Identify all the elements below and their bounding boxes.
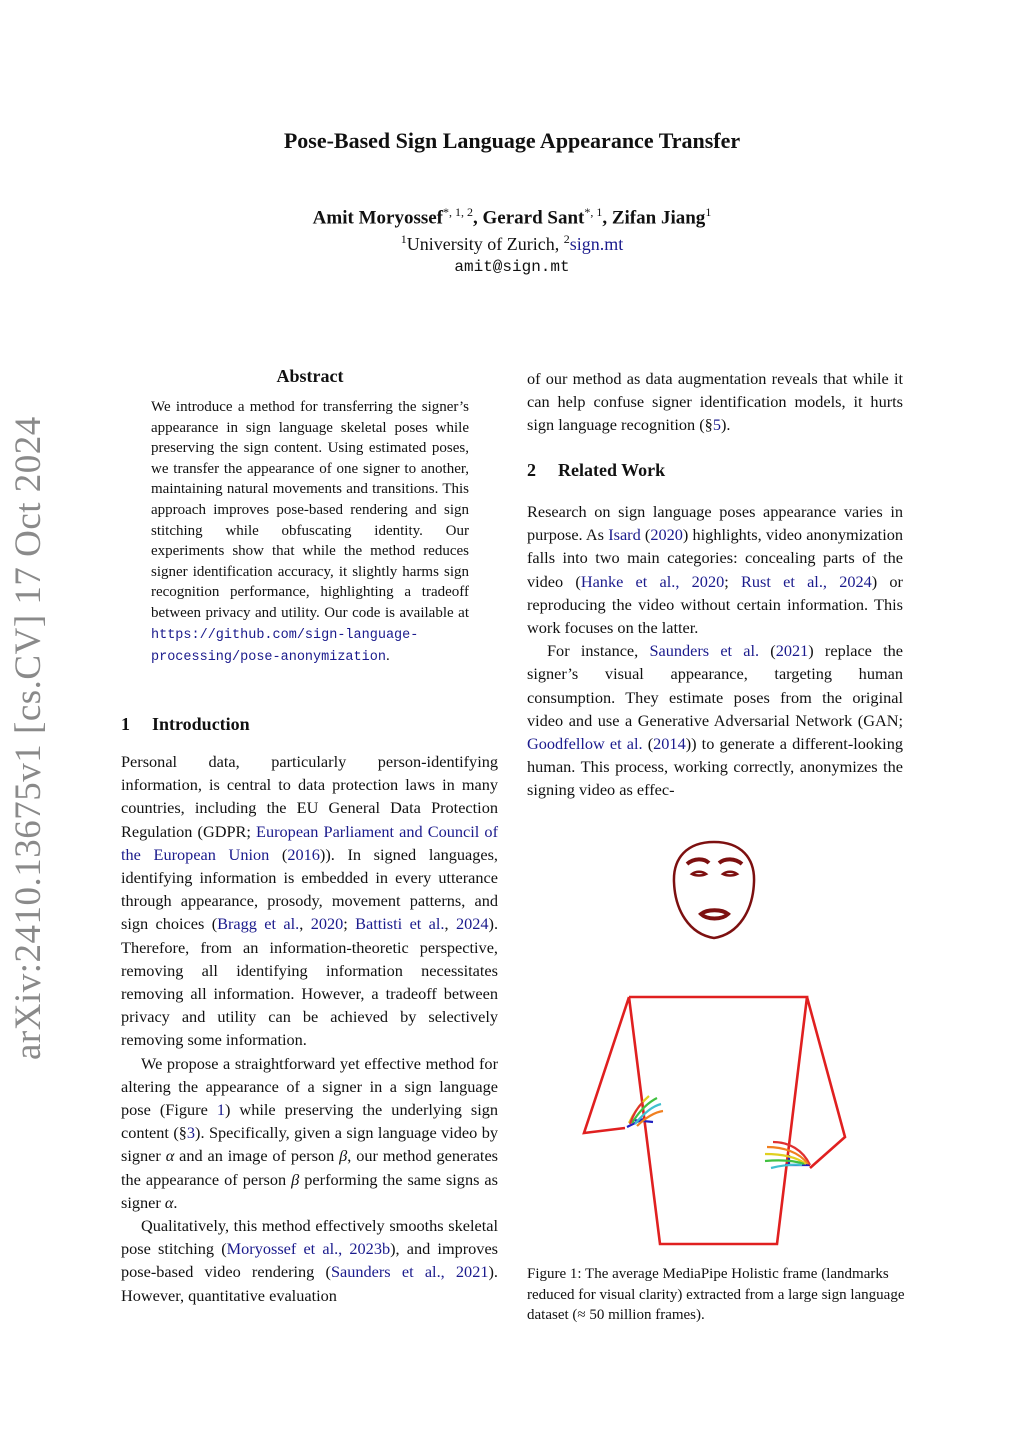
paragraph: of our method as data augmentation reveals that while it can help confuse signer identification models, it hurts sign language recognition (§5). [527,369,903,435]
abstract-heading: Abstract [276,366,344,386]
right-arm [807,997,845,1168]
citation-link[interactable]: Saunders et al., 2021 [330,1262,489,1282]
left-eyebrow [687,859,709,864]
section-heading-introduction [121,714,250,735]
left-eye [692,872,706,876]
right-eyebrow [719,859,742,864]
citation-link[interactable]: Hanke et al., 2020 [580,571,725,591]
math-beta: β [339,1146,348,1166]
citation-year-link[interactable]: 2020 [650,525,683,545]
citation-link[interactable]: Rust et al., 2024 [741,571,872,591]
affiliation-2-link[interactable]: sign.mt [569,234,624,254]
face-outline [674,842,754,938]
math-alpha: α [165,1146,175,1166]
right-eye [723,872,737,876]
paragraph: For instance, Saunders et al. (2021) replace the signer’s visual appearance, targeting human consumption. They estimate poses from the original video and use a Generative Adversarial Network (GAN; Goodfellow et al. (2014)) to generate a different-looking human. This process, working correctly, anonymizes the signing video as effec- [527,641,904,800]
pose-skeleton-figure [527,830,903,1260]
citation-link[interactable]: Bragg et al. [217,914,300,934]
section-heading-related-work [527,460,665,481]
author-marks: *, 1 [584,205,603,219]
affiliations [0,232,1024,255]
author-name: Zifan Jiang [611,207,706,229]
citation-link[interactable]: Isard [608,525,641,545]
math-alpha: α [164,1192,174,1212]
section-number: 1 [121,714,130,734]
section-title: Related Work [558,460,666,480]
figure-1 [527,830,903,1260]
citation-year-link[interactable]: 2020 [310,914,344,934]
paper-title: Pose-Based Sign Language Appearance Transfer [283,128,741,153]
paragraph: We propose a straightforward yet effective method for altering the appearance of a signer in a sign language pose (Figure 1) while preserving the underlying sign content (§3). Specifically, given a sign language video by signer α and an image of person β, our method generates the appearance of person β performing the same signs as signer α. [121,1053,499,1212]
affiliation-mark: 1 [400,232,407,246]
author-name: Amit Moryossef [312,207,443,229]
torso [629,997,807,1244]
author-marks: 1 [705,205,712,219]
author-list: Amit Moryossef$^{*, 1, 2}$, Gerard Sant$^{*, 1}$, Zifan Jiang$^1$ [312,205,712,229]
section-title: Introduction [152,714,250,734]
abstract-body-text: We introduce a method for transferring the signer’s appearance in sign language skeletal poses while preserving the sign content. Using estimated poses, we transfer the appearance of one signer to another, maintaining natural movements and transitions. This approach improves pose-based rendering and sign stitching while obfuscating identity. Our experiments show that while the method reduces signer identification accuracy, it slightly harms sign recognition performance, highlighting a tradeoff between privacy and utility. Our code is available at [151,399,469,621]
paragraph: Research on sign language poses appearance varies in purpose. As Isard (2020) highlights, video anonymization falls into two main categories: concealing parts of the video (Hanke et al., 2020; Rust et al., 2024) or reproducing the video without certain information. This work focuses on the latter. [527,502,904,638]
citation-year-link[interactable]: 2014 [653,734,686,754]
figure-1-caption: Figure 1: The average MediaPipe Holistic frame (landmarks reduced for visual clarity) extracted from a large sign language dataset (≈ 50 million frames). [527,1266,905,1324]
left-arm [584,997,629,1133]
right-column-continuation [527,367,903,437]
contact-email: amit@sign.mt [454,258,570,276]
affiliation-mark: 2 [563,232,570,246]
body-landmarks [584,997,845,1244]
math-approx: ≈ 50 [577,1307,605,1324]
face-landmarks [674,842,754,938]
paragraph: Personal data, particularly person-identifying information, is central to data protection laws in many countries, including the EU General Data Protection Regulation (GDPR; European Parliament and Council of the European Union (2016)). In signed languages, identifying information is embedded in every utterance through appearance, prosody, movement patterns, and sign choices (Bragg et al., 2020; Battisti et al., 2024). Therefore, from an information-theoretic perspective, removing all identifying information necessitates removing all information. However, a tradeoff between privacy and utility can be achieved by selectively removing some information. [121,752,499,1050]
abstract-text: We introduce a method for transferring the signer’s appearance in sign language skeletal poses while preserving the sign content. Using estimated poses, we transfer the appearance of one signer to another, maintaining natural movements and transitions. This approach improves pose-based rendering and sign stitching while obfuscating identity. Our experiments show that while the method reduces signer identification accuracy, it slightly harms sign recognition performance, highlighting a tradeoff between privacy and utility. Our code is available at https://github.com/sign-language-processing/pose-anonymization. [151,399,469,666]
citation-link[interactable]: Saunders et al. [649,641,760,661]
citation-link[interactable]: Goodfellow et al. [527,734,643,754]
author-name: Gerard Sant [482,207,585,229]
related-work-body [527,500,903,802]
math-beta: β [291,1169,300,1189]
citation-link[interactable]: Battisti et al. [355,914,445,934]
section-ref-link[interactable]: 5 [712,415,721,435]
section-number: 2 [527,460,536,480]
citation-link[interactable]: European Parliament and Council of the European Union [121,821,498,864]
paragraph: Qualitatively, this method effectively smooths skeletal pose stitching (Moryossef et al., 2023b), and improves pose-based video rendering (Saunders et al., 2021). However, quantitative evaluation [121,1216,499,1305]
arxiv-stamp-text: arXiv:2410.13675v1 [cs.CV] 17 Oct 2024 [8,416,49,1060]
section-ref-link[interactable]: 3 [186,1123,196,1143]
mouth [701,910,728,918]
citation-year-link[interactable]: 2016 [287,844,320,864]
citation-link[interactable]: Moryossef et al., 2023b [226,1239,391,1259]
affiliation-1: University of Zurich, [406,234,564,254]
figure-ref-link[interactable]: 1 [216,1100,225,1120]
author-marks: *, 1, 2 [443,205,473,219]
code-url-link[interactable]: https://github.com/sign-language-processing/pose-anonymization [151,627,419,666]
introduction-body [121,750,498,1307]
citation-year-link[interactable]: 2024 [455,914,489,934]
finger-stroke [765,1160,804,1164]
citation-year-link[interactable]: 2021 [775,641,809,661]
